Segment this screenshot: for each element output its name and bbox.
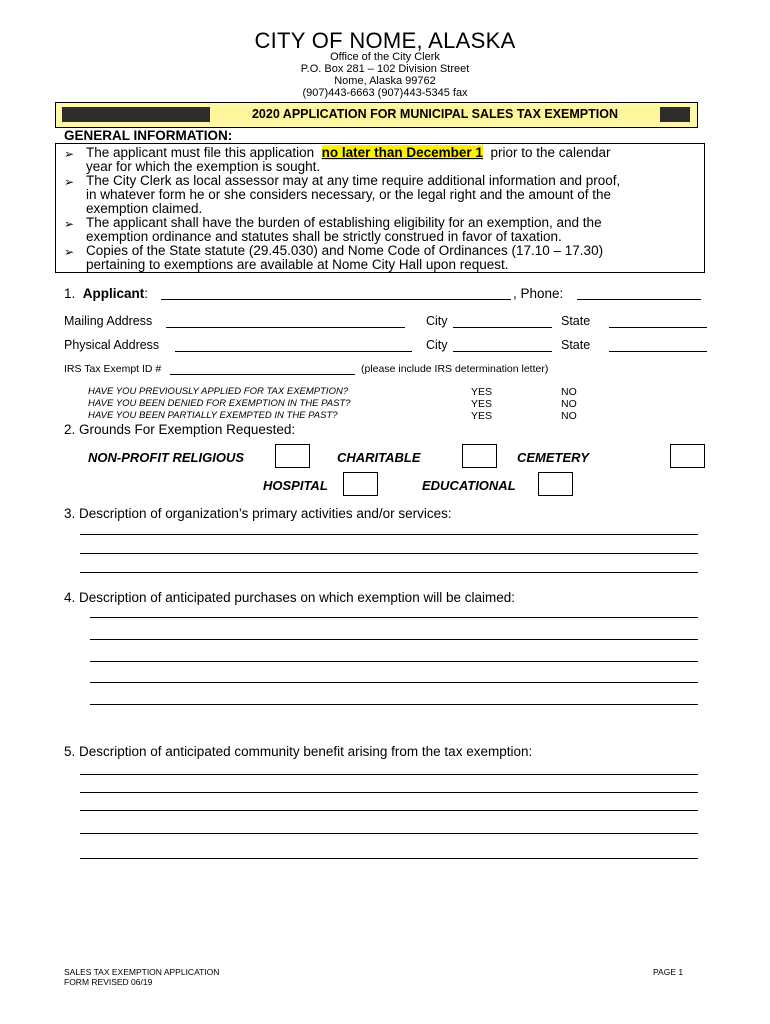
question-denied: HAVE YOU BEEN DENIED FOR EXEMPTION IN THE PAST? (88, 398, 351, 409)
no-option[interactable]: NO (561, 386, 577, 398)
bullet-3-line-1: The applicant shall have the burden of establishing eligibility for an exemption, and the (86, 215, 602, 230)
non-profit-religious-checkbox[interactable] (275, 444, 310, 468)
mailing-state-field[interactable] (609, 327, 707, 328)
bullet-1-text-end: prior to the calendar (490, 145, 611, 160)
section-4-label: 4. Description of anticipated purchases on which exemption will be claimed: (64, 590, 515, 605)
banner-bar (62, 107, 690, 122)
benefit-answer-line[interactable] (80, 810, 698, 811)
purchases-answer-line[interactable] (90, 704, 698, 705)
hospital-label: HOSPITAL (263, 478, 328, 493)
deadline-highlight: no later than December 1 (321, 145, 483, 160)
applicant-name-field[interactable] (161, 299, 511, 300)
bullet-1-line-1 (86, 146, 611, 160)
question-previously-applied: HAVE YOU PREVIOUSLY APPLIED FOR TAX EXEMPTION? (88, 386, 349, 397)
yes-option[interactable]: YES (471, 410, 493, 422)
applicant-colon: : (144, 286, 149, 301)
arrow-bullet-icon: ➢ (64, 217, 75, 231)
arrow-bullet-icon: ➢ (64, 175, 75, 189)
purchases-answer-line[interactable] (90, 661, 698, 662)
purchases-answer-line[interactable] (90, 639, 698, 640)
irs-note: (please include IRS determination letter) (361, 363, 549, 375)
benefit-answer-line[interactable] (80, 792, 698, 793)
section-3-label: 3. Description of organization’s primary activities and/or services: (64, 506, 452, 521)
footer-form-name: SALES TAX EXEMPTION APPLICATION (64, 967, 220, 977)
mailing-address-field[interactable] (166, 327, 405, 328)
mailing-state-label: State (561, 314, 591, 328)
arrow-bullet-icon: ➢ (64, 245, 75, 259)
page-number: PAGE 1 (653, 967, 684, 977)
office-name: Office of the City Clerk (330, 51, 440, 63)
bullet-4-line-2: pertaining to exemptions are available at Nome City Hall upon request. (86, 257, 509, 272)
question-partially-exempted: HAVE YOU BEEN PARTIALLY EXEMPTED IN THE PAST? (88, 410, 338, 421)
physical-address-label: Physical Address (64, 338, 160, 352)
bullet-2-line-3: exemption claimed. (86, 201, 203, 216)
city-zip: Nome, Alaska 99762 (334, 75, 436, 87)
purchases-answer-line[interactable] (90, 682, 698, 683)
mailing-city-field[interactable] (453, 327, 552, 328)
form-banner (55, 102, 698, 128)
no-option[interactable]: NO (561, 398, 577, 410)
educational-checkbox[interactable] (538, 472, 573, 496)
arrow-bullet-icon: ➢ (64, 147, 75, 161)
bullet-2-line-1: The City Clerk as local assessor may at any time require additional information and proof, (86, 173, 621, 188)
educational-label: EDUCATIONAL (422, 478, 516, 493)
general-info-box (55, 143, 705, 273)
purchases-answer-line[interactable] (90, 617, 698, 618)
phone-numbers: (907)443-6663 (907)443-5345 fax (302, 87, 468, 99)
applicant-label: Applicant (82, 286, 145, 301)
hospital-checkbox[interactable] (343, 472, 378, 496)
mailing-city-label: City (426, 314, 448, 328)
applicant-row (64, 286, 148, 301)
yes-option[interactable]: YES (471, 386, 493, 398)
benefit-answer-line[interactable] (80, 858, 698, 859)
benefit-answer-line[interactable] (80, 833, 698, 834)
applicant-number: 1. (64, 286, 76, 301)
activities-answer-line[interactable] (80, 572, 698, 573)
section-5-label: 5. Description of anticipated community benefit arising from the tax exemption: (64, 744, 533, 759)
irs-id-label: IRS Tax Exempt ID # (64, 363, 162, 375)
phone-field[interactable] (577, 299, 701, 300)
charitable-checkbox[interactable] (462, 444, 497, 468)
bullet-1-text: The applicant must file this application (86, 145, 315, 160)
grounds-label: 2. Grounds For Exemption Requested: (64, 422, 296, 437)
banner-title: 2020 APPLICATION FOR MUNICIPAL SALES TAX EXEMPTION (210, 107, 660, 122)
no-option[interactable]: NO (561, 410, 577, 422)
physical-state-field[interactable] (609, 351, 707, 352)
po-box: P.O. Box 281 – 102 Division Street (300, 63, 470, 75)
bullet-4-line-1: Copies of the State statute (29.45.030) and Nome Code of Ordinances (17.10 – 17.30) (86, 243, 604, 258)
bullet-2-line-2: in whatever form he or she considers necessary, or the legal right and the amount of the (86, 187, 612, 202)
cemetery-checkbox[interactable] (670, 444, 705, 468)
irs-id-field[interactable] (170, 374, 355, 375)
yes-option[interactable]: YES (471, 398, 493, 410)
general-info-heading: GENERAL INFORMATION: (64, 128, 233, 143)
footer-revised: FORM REVISED 06/19 (64, 977, 153, 987)
physical-address-field[interactable] (175, 351, 412, 352)
phone-label: , Phone: (513, 286, 564, 301)
charitable-label: CHARITABLE (337, 450, 421, 465)
physical-city-label: City (426, 338, 448, 352)
physical-city-field[interactable] (453, 351, 552, 352)
activities-answer-line[interactable] (80, 553, 698, 554)
non-profit-religious-label: NON-PROFIT RELIGIOUS (88, 450, 244, 465)
bullet-3-line-2: exemption ordinance and statutes shall be strictly construed in favor of taxation. (86, 229, 562, 244)
mailing-address-label: Mailing Address (64, 314, 153, 328)
activities-answer-line[interactable] (80, 534, 698, 535)
cemetery-label: CEMETERY (517, 450, 589, 465)
physical-state-label: State (561, 338, 591, 352)
page-title: CITY OF NOME, ALASKA (254, 28, 516, 53)
bullet-1-line-2: year for which the exemption is sought. (86, 159, 321, 174)
benefit-answer-line[interactable] (80, 774, 698, 775)
